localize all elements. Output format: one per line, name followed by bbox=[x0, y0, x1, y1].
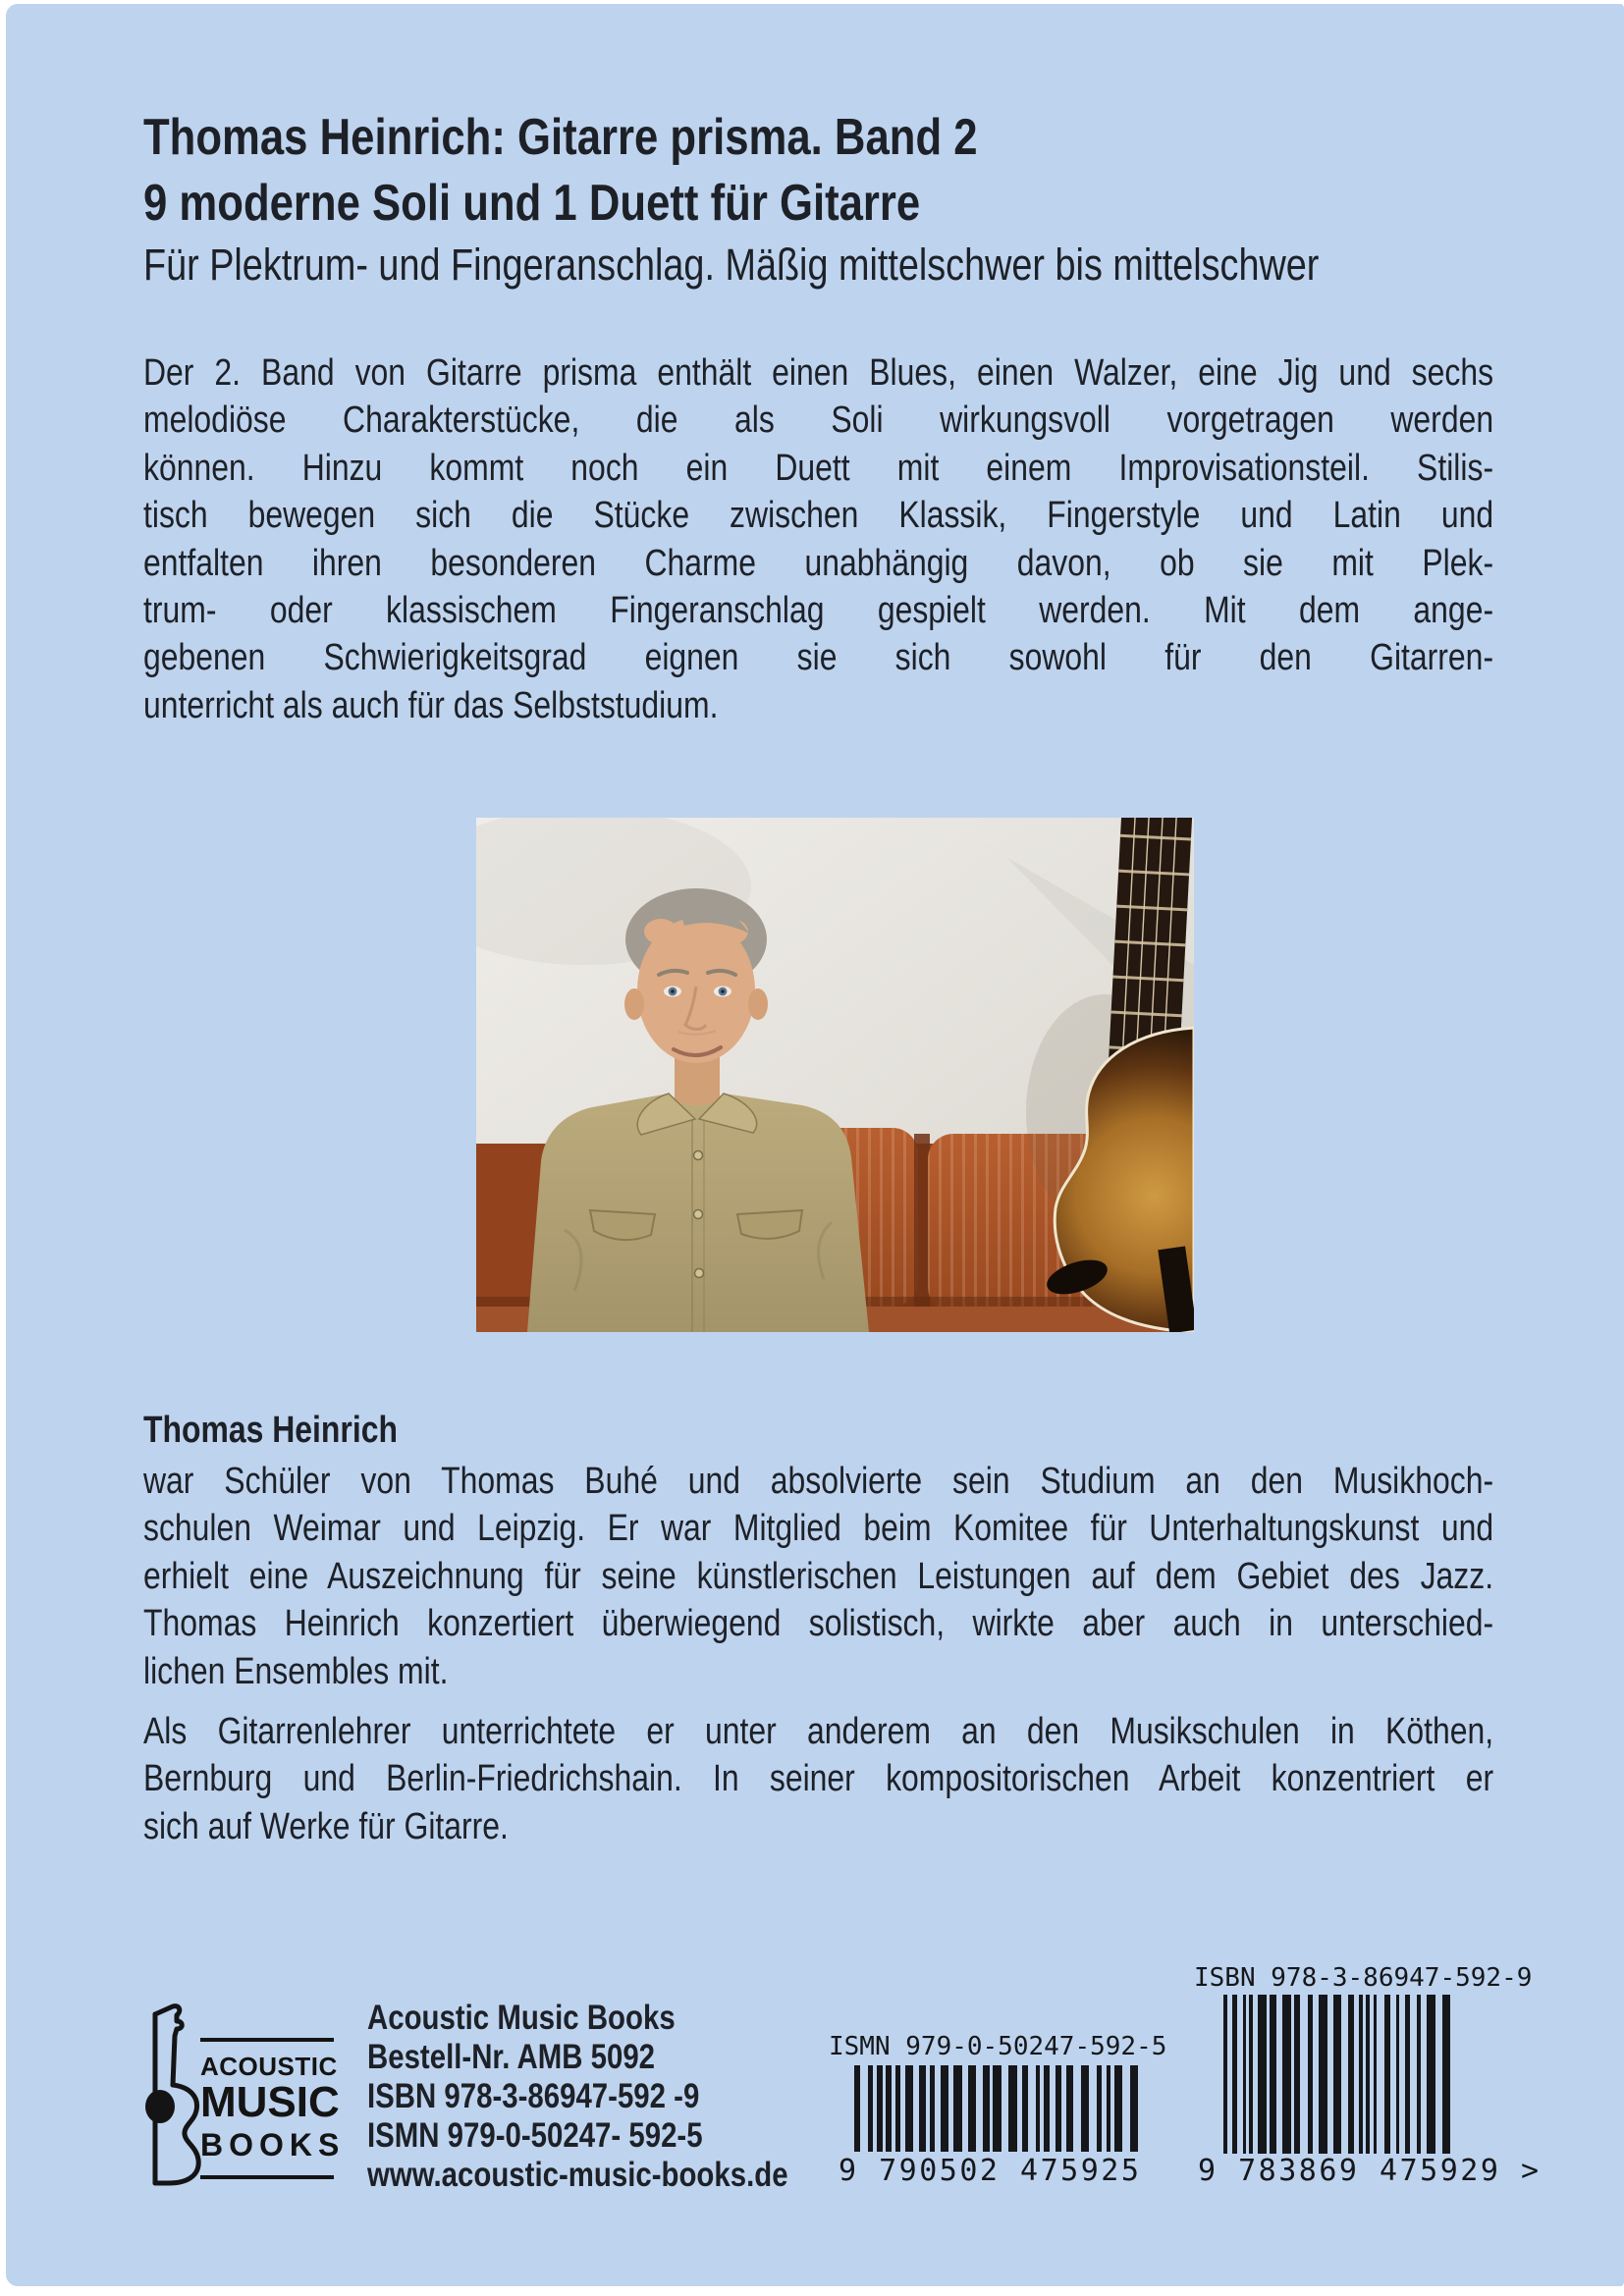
text-line: können. Hinzu kommt noch ein Duett mit einem Improvisationsteil. Stilis- bbox=[143, 447, 1494, 489]
publisher-ismn: ISMN 979-0-50247- 592-5 bbox=[367, 2116, 703, 2155]
text-line: war Schüler von Thomas Buhé und absolvierte sein Studium an den Musikhoch- bbox=[143, 1461, 1494, 1502]
text-line: schulen Weimar und Leipzig. Er war Mitglied beim Komitee für Unterhaltungskunst und bbox=[143, 1508, 1494, 1550]
ismn-barcode bbox=[854, 2065, 1141, 2152]
text-line: Als Gitarrenlehrer unterrichtete er unter anderem an den Musikschulen in Köthen, bbox=[143, 1711, 1494, 1752]
text-line: gebenen Schwierigkeitsgrad eignen sie sich sowohl für den Gitarren- bbox=[143, 637, 1494, 679]
publisher-logo-text bbox=[200, 2038, 346, 2179]
text-line: entfalten ihren besonderen Charme unabhängig davon, ob sie mit Plek- bbox=[143, 542, 1494, 584]
logo-word-books: BOOKS bbox=[200, 2127, 346, 2163]
isbn-barcode bbox=[1223, 1995, 1459, 2154]
bio-paragraph-2 bbox=[143, 1708, 1493, 1850]
author-photo bbox=[476, 818, 1194, 1332]
description-paragraph bbox=[143, 349, 1493, 729]
text-line: trum- oder klassischem Fingeranschlag gespielt werden. Mit dem ange- bbox=[143, 590, 1494, 632]
title-line-1: Thomas Heinrich: Gitarre prisma. Band 2 bbox=[143, 109, 978, 166]
publisher-info bbox=[367, 1999, 788, 2195]
bio-heading: Thomas Heinrich bbox=[143, 1410, 398, 1451]
bio-paragraph-1 bbox=[143, 1458, 1493, 1695]
publisher-name: Acoustic Music Books bbox=[367, 1999, 676, 2037]
publisher-order-no: Bestell-Nr. AMB 5092 bbox=[367, 2038, 656, 2076]
text-line: unterricht als auch für das Selbststudium. bbox=[143, 684, 719, 726]
publisher-website: www.acoustic-music-books.de bbox=[367, 2156, 788, 2194]
title-line-2: 9 moderne Soli und 1 Duett für Gitarre bbox=[143, 175, 921, 232]
text-line: erhielt eine Auszeichnung für seine künstlerischen Leistungen auf dem Gebiet des Jazz. bbox=[143, 1555, 1494, 1597]
cover-page bbox=[6, 4, 1624, 2286]
text-line: melodiöse Charakterstücke, die als Soli wirkungsvoll vorgetragen werden bbox=[143, 400, 1494, 442]
logo-word-acoustic: ACOUSTIC bbox=[200, 2052, 338, 2081]
text-line: lichen Ensembles mit. bbox=[143, 1650, 449, 1692]
isbn-barcode-digits: 9 783869 475929 > bbox=[1198, 2154, 1542, 2188]
text-line: Der 2. Band von Gitarre prisma enthält einen Blues, einen Walzer, eine Jig und sechs bbox=[143, 352, 1494, 394]
ismn-barcode-label: ISMN 979-0-50247-592-5 bbox=[829, 2032, 1167, 2061]
title-block bbox=[143, 105, 978, 237]
ismn-barcode-digits: 9 790502 475925 bbox=[839, 2154, 1142, 2188]
text-line: sich auf Werke für Gitarre. bbox=[143, 1805, 509, 1847]
logo-word-music: MUSIC bbox=[200, 2078, 340, 2126]
text-line: Thomas Heinrich konzertiert überwiegend solistisch, wirkte aber auch in unterschied- bbox=[143, 1603, 1494, 1645]
text-line: Bernburg und Berlin-Friedrichshain. In seiner kompositorischen Arbeit konzentriert er bbox=[143, 1758, 1494, 1800]
isbn-barcode-label: ISBN 978-3-86947-592-9 bbox=[1194, 1963, 1533, 1993]
subtitle: Für Plektrum- und Fingeranschlag. Mäßig mittelschwer bis mittelschwer bbox=[143, 240, 1320, 290]
publisher-isbn: ISBN 978-3-86947-592 -9 bbox=[367, 2077, 700, 2115]
text-line: tisch bewegen sich die Stücke zwischen Klassik, Fingerstyle und Latin und bbox=[143, 495, 1494, 537]
